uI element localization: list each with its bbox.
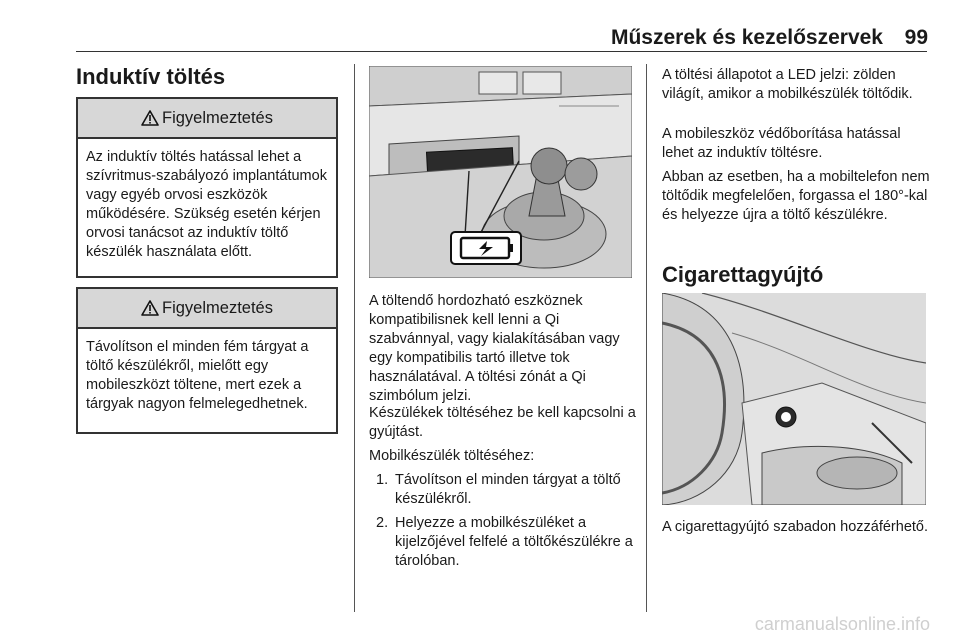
paragraph: Abban az esetben, ha a mobiltelefon nem töltődik megfelelően, forgassa el 180°-kal és helyezze újra a töltő készülékre.: [662, 169, 930, 223]
paragraph: A mobileszköz védőborítása hatással lehet az induktív töltésre.: [662, 126, 901, 161]
header-rule: [76, 51, 927, 52]
cigarette-lighter-illustration: [662, 293, 926, 505]
section-title-inductive-charging: Induktív töltés: [76, 64, 226, 89]
warning-label: Figyelmeztetés: [162, 108, 273, 127]
column-divider: [646, 64, 647, 612]
warning-triangle-icon: [141, 300, 159, 316]
wireless-charger-illustration: [369, 66, 632, 278]
paragraph: A cigarettagyújtó szabadon hozzáférhető.: [662, 519, 929, 535]
watermark: carmanualsonline.info: [754, 614, 930, 634]
paragraph: Mobilkészülék töltéséhez:: [369, 448, 535, 464]
figure-wireless-charger: [369, 66, 632, 278]
list-item-number: 1.: [376, 472, 389, 488]
paragraph: Készülékek töltéséhez be kell kapcsolni a gyújtást.: [369, 405, 636, 440]
warning-text: Távolítson el minden fém tárgyat a töltő készülékről, mielőtt egy mobileszközt töltene, mert ezek a tárgyak nagyon felmelegedhetnek.: [86, 339, 309, 412]
paragraph: A töltendő hordozható eszköznek kompatibilisnek kell lenni a Qi szabvánnyal, vagy kialakításában vagy egy kompatibilis tartó illetve tok használatával. A töltési zónát a Qi szimbólum jelzi.: [369, 293, 620, 404]
section-title-cigarette-lighter: Cigarettagyújtó: [662, 262, 824, 287]
warning-label: Figyelmeztetés: [162, 298, 273, 317]
page-number: 99: [904, 26, 928, 49]
paragraph: A töltési állapotot a LED jelzi: zölden világít, amikor a mobilkészülék töltődik.: [662, 67, 913, 102]
list-item-text: Helyezze a mobilkészüléket a kijelzőjével felfelé a töltőkészülékre a tárolóban.: [395, 515, 633, 569]
warning-header: [78, 99, 336, 139]
chapter-title: Műszerek és kezelőszervek: [610, 26, 883, 49]
column-divider: [354, 64, 355, 612]
warning-box: [76, 287, 338, 434]
list-item-text: Távolítson el minden tárgyat a töltő készülékről.: [395, 472, 621, 507]
warning-box: [76, 97, 338, 278]
warning-triangle-icon: [141, 110, 159, 126]
figure-cigarette-lighter: [662, 293, 926, 505]
list-item-number: 2.: [376, 515, 389, 531]
warning-text: Az induktív töltés hatással lehet a szívritmus-szabályozó implantátumok vagy egyéb orvosi eszközök működésére. Szükség esetén kérjen orvosi tanácsot az induktív töltő készülék használata előtt.: [86, 149, 327, 260]
warning-header: [78, 289, 336, 329]
